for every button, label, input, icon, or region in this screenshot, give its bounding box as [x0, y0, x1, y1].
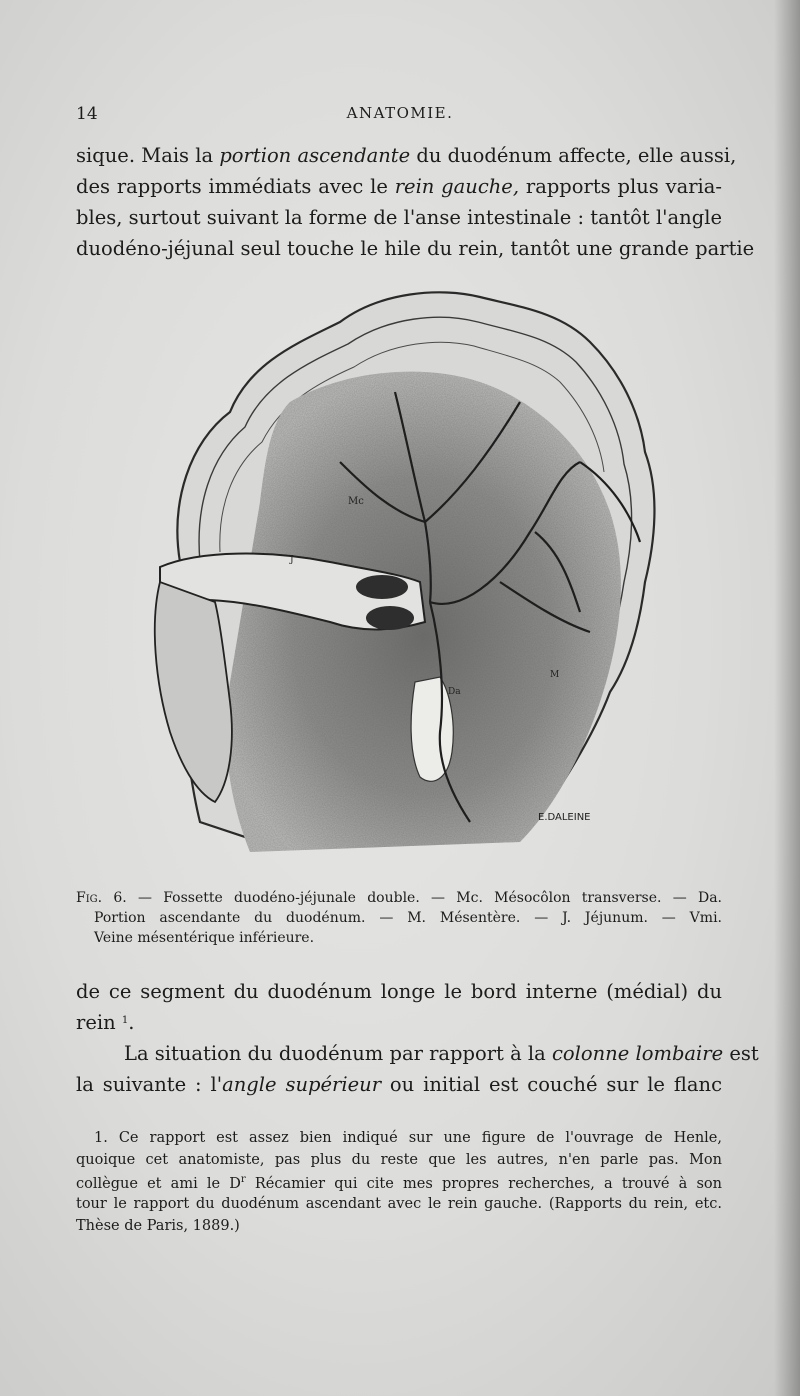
running-head: [0, 104, 800, 128]
footnote-line: Thèse de Paris, 1889.): [76, 1218, 240, 1234]
text-line: sique. Mais la portion ascendante du duodénum affecte, elle aussi,: [76, 144, 737, 167]
figure-illustration: [140, 282, 670, 874]
page-edge-shadow: [774, 0, 800, 1396]
page-number: 14: [76, 104, 98, 124]
text-line: rein $^1$.: [76, 1011, 135, 1034]
label-j: J: [290, 555, 294, 565]
caption-line: Veine mésentérique inférieure.: [94, 930, 315, 946]
running-title: ANATOMIE.: [346, 104, 454, 122]
footnote-line: quoique cet anatomiste, pas plus du reste que les autres, n'en parle pas. Mon: [76, 1152, 722, 1168]
footnote-line: 1. Ce rapport est assez bien indiqué sur une figure de l'ouvrage de Henle,: [94, 1130, 722, 1146]
text-line: La situation du duodénum par rapport à la colonne lombaire est: [124, 1042, 759, 1065]
text-line: bles, surtout suivant la forme de l'anse intestinale : tantôt l'angle: [76, 206, 722, 229]
fossa-upper: [356, 575, 408, 599]
footnote-line: collègue et ami le $D^r$ Récamier qui cite mes propres recherches, a trouvé à son: [76, 1174, 722, 1192]
caption-line: Fig. 6. — Fossette duodéno-jéjunale double. — Mc. Mésocôlon transverse. — Da.: [76, 890, 722, 906]
label-da: Da: [448, 687, 461, 697]
footnote-line: tour le rapport du duodénum ascendant avec le rein gauche. (Rapports du rein, etc.: [76, 1196, 722, 1212]
anatomical-figure: [140, 282, 670, 874]
footnote-marker[interactable]: 1: [121, 1015, 129, 1026]
text-line: la suivante : l'angle supérieur ou initial est couché sur le flanc: [76, 1073, 722, 1096]
ascending-duodenum-portion: [411, 677, 453, 781]
text-line: des rapports immédiats avec le rein gauche, rapports plus varia-: [76, 175, 722, 198]
engraver-signature: E.DALEINE: [538, 812, 591, 823]
caption-line: Portion ascendante du duodénum. — M. Mésentère. — J. Jéjunum. — Vmi.: [94, 910, 722, 926]
text-line: de ce segment du duodénum longe le bord interne (médial) du: [76, 980, 722, 1003]
label-m: M: [550, 670, 560, 680]
text-line: duodéno-jéjunal seul touche le hile du rein, tantôt une grande partie: [76, 237, 755, 260]
fossa-lower: [366, 606, 414, 630]
label-mc: Mc: [348, 496, 364, 507]
